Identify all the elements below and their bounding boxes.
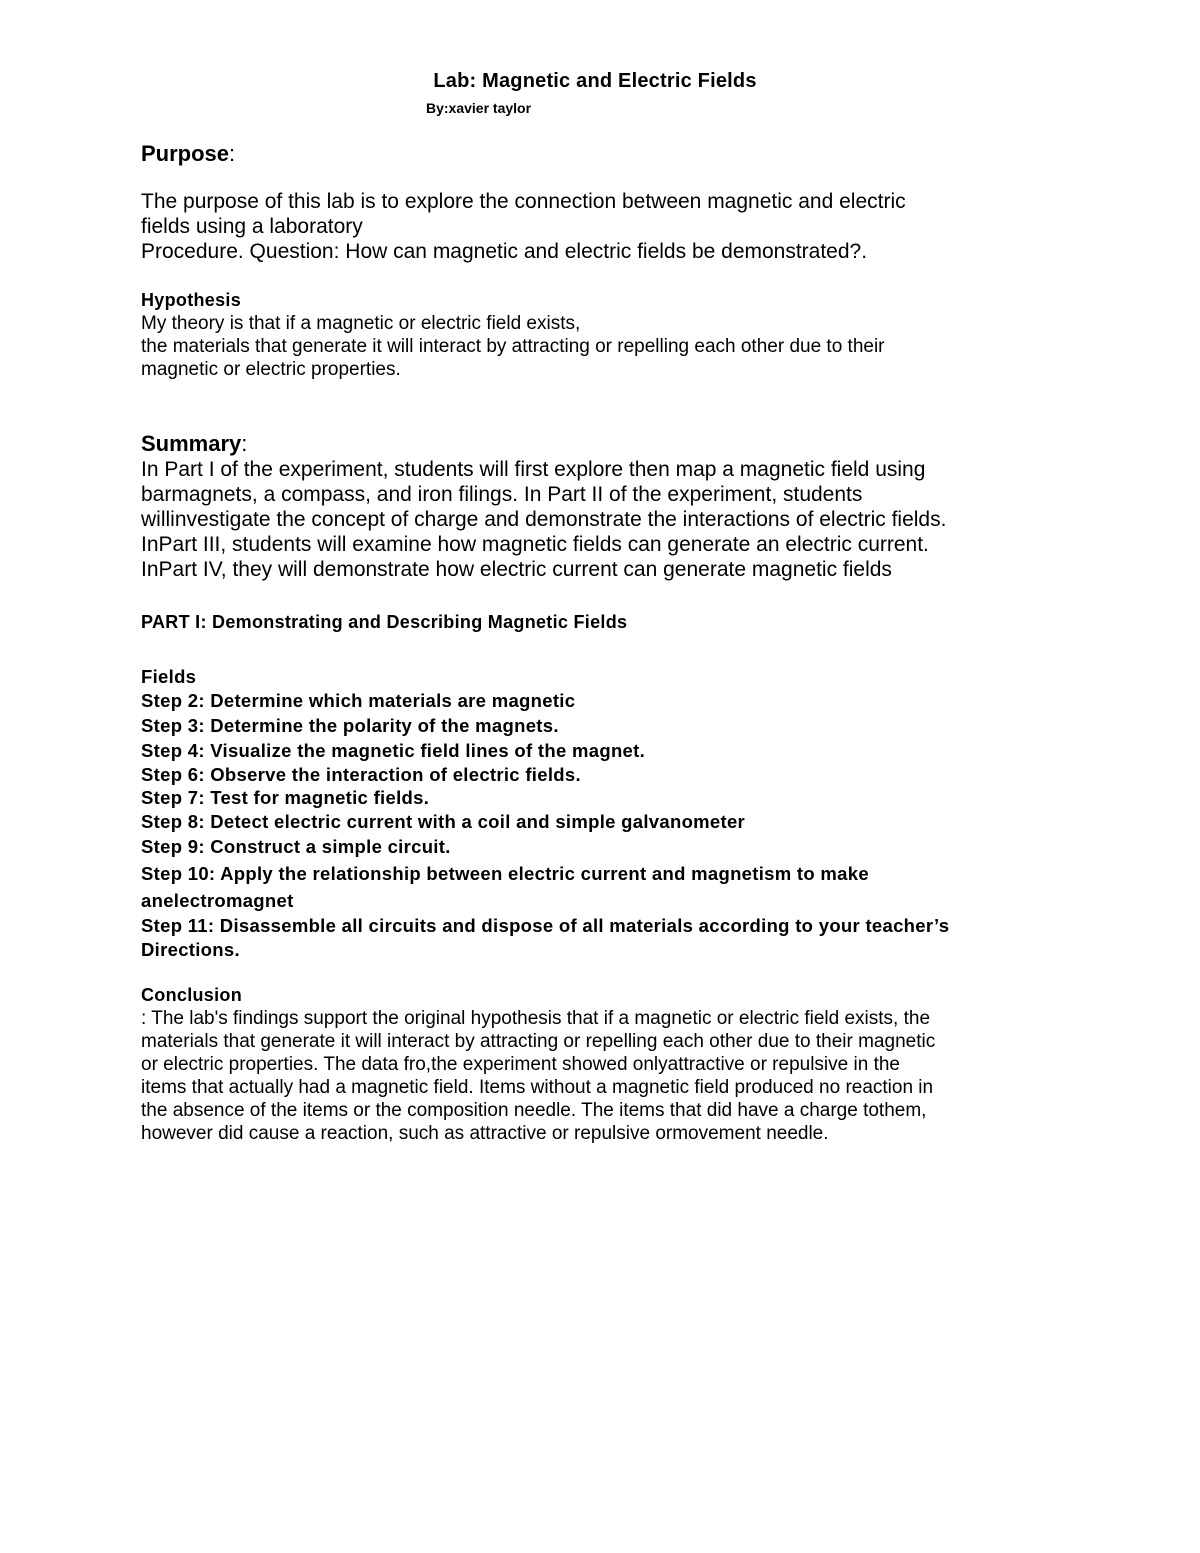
- hypothesis-line: magnetic or electric properties.: [141, 359, 401, 380]
- step-item: Directions.: [141, 938, 240, 960]
- hypothesis-line: My theory is that if a magnetic or electric field exists,: [141, 313, 581, 334]
- step-item: Step 3: Determine the polarity of the magnets.: [141, 715, 559, 736]
- purpose-line: The purpose of this lab is to explore the connection between magnetic and electric: [141, 190, 906, 213]
- conclusion-line: the absence of the items or the composition needle. The items that did have a charge tothem,: [141, 1100, 927, 1121]
- step-item: Step 6: Observe the interaction of electric fields.: [141, 763, 581, 785]
- summary-line: InPart III, students will examine how magnetic fields can generate an electric current.: [141, 533, 929, 556]
- summary-body: [141, 457, 946, 582]
- part1-heading: PART I: Demonstrating and Describing Magnetic Fields: [141, 612, 628, 632]
- step-item: Step 10: Apply the relationship between electric current and magnetism to make: [141, 863, 869, 884]
- conclusion-heading: Conclusion: [141, 985, 242, 1005]
- conclusion-line: however did cause a reaction, such as attractive or repulsive ormovement needle.: [141, 1123, 829, 1144]
- conclusion-line: or electric properties. The data fro,the experiment showed onlyattractive or repulsive in the: [141, 1054, 900, 1075]
- conclusion-line: materials that generate it will interact by attracting or repelling each other due to their magnetic: [141, 1031, 936, 1052]
- summary-heading-text: Summary: [141, 431, 242, 456]
- step-item: Step 11: Disassemble all circuits and dispose of all materials according to your teacher’s: [141, 915, 950, 936]
- conclusion-body: [141, 1007, 935, 1145]
- step-item: Step 8: Detect electric current with a coil and simple galvanometer: [141, 810, 746, 832]
- step-item: Fields: [141, 666, 197, 687]
- step-item: Step 7: Test for magnetic fields.: [141, 787, 430, 808]
- part1-steps: [141, 665, 949, 961]
- step-item: Step 2: Determine which materials are magnetic: [141, 689, 576, 711]
- summary-line: In Part I of the experiment, students will first explore then map a magnetic field using: [141, 458, 926, 481]
- purpose-heading-colon: :: [229, 141, 236, 166]
- summary-line: willinvestigate the concept of charge and demonstrate the interactions of electric fields.: [141, 508, 947, 531]
- conclusion-line: items that actually had a magnetic field. Items without a magnetic field produced no reaction in: [141, 1077, 934, 1098]
- purpose-body: [141, 189, 906, 264]
- purpose-line: fields using a laboratory: [141, 215, 363, 238]
- step-item: anelectromagnet: [141, 890, 294, 911]
- step-item: Step 9: Construct a simple circuit.: [141, 836, 451, 857]
- hypothesis-body: [141, 312, 885, 381]
- purpose-heading: [141, 141, 235, 167]
- conclusion-line: : The lab's findings support the original hypothesis that if a magnetic or electric field exists, the: [141, 1008, 931, 1029]
- summary-line: InPart IV, they will demonstrate how electric current can generate magnetic fields: [141, 558, 892, 581]
- document-author: By:xavier taylor: [426, 100, 532, 116]
- summary-heading-colon: :: [241, 431, 248, 456]
- document-title: Lab: Magnetic and Electric Fields: [433, 70, 757, 92]
- summary-line: barmagnets, a compass, and iron filings. In Part II of the experiment, students: [141, 483, 863, 506]
- hypothesis-line: the materials that generate it will interact by attracting or repelling each other due to their: [141, 336, 885, 357]
- step-item: Step 4: Visualize the magnetic field lines of the magnet.: [141, 740, 646, 761]
- hypothesis-heading: Hypothesis: [141, 290, 242, 310]
- purpose-heading-text: Purpose: [141, 141, 230, 166]
- purpose-line: Procedure. Question: How can magnetic and electric fields be demonstrated?.: [141, 240, 868, 263]
- summary-heading: [141, 431, 247, 457]
